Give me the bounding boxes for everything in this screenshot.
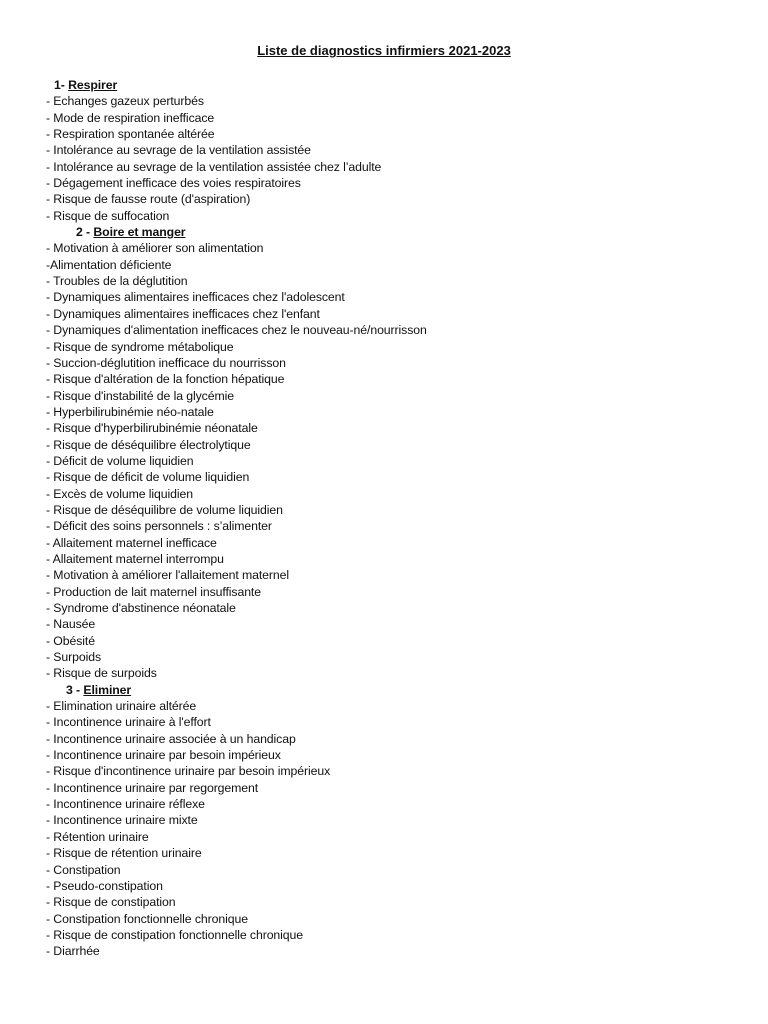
diagnosis-item: - Nausée <box>46 617 96 632</box>
diagnosis-item: - Pseudo-constipation <box>46 878 163 893</box>
diagnosis-item: - Troubles de la déglutition <box>46 274 188 289</box>
diagnosis-item: - Dégagement inefficace des voies respiratoires <box>46 176 301 191</box>
section-heading <box>46 224 746 240</box>
diagnosis-item: - Production de lait maternel insuffisante <box>46 584 261 599</box>
diagnosis-item: - Succion-déglutition inefficace du nourrisson <box>46 355 286 370</box>
diagnosis-item: - Déficit des soins personnels : s’alimenter <box>46 519 272 534</box>
diagnosis-item: - Echanges gazeux perturbés <box>46 94 204 109</box>
document-title: Liste de diagnostics infirmiers 2021-2023 <box>257 43 511 58</box>
diagnosis-item: - Risque de déséquilibre électrolytique <box>46 437 251 452</box>
diagnosis-item: - Risque de constipation <box>46 895 176 910</box>
diagnosis-item: - Risque d'hyperbilirubinémie néonatale <box>46 421 258 436</box>
diagnosis-item: - Risque d'altération de la fonction hépatique <box>46 372 285 387</box>
diagnosis-item: - Respiration spontanée altérée <box>46 127 215 142</box>
diagnosis-list <box>46 77 746 960</box>
diagnosis-item: - Incontinence urinaire par besoin impérieux <box>46 748 281 763</box>
diagnosis-item: - Allaitement maternel interrompu <box>46 551 224 566</box>
diagnosis-item: - Risque de rétention urinaire <box>46 846 202 861</box>
diagnosis-item: - Mode de respiration inefficace <box>46 110 215 125</box>
diagnosis-item: - Risque de surpoids <box>46 666 157 681</box>
diagnosis-item: - Risque de syndrome métabolique <box>46 339 234 354</box>
diagnosis-item: - Incontinence urinaire à l'effort <box>46 715 211 730</box>
diagnosis-item: - Incontinence urinaire réflexe <box>46 797 205 812</box>
diagnosis-item: - Syndrome d'abstinence néonatale <box>46 601 236 615</box>
diagnosis-item: - Risque d'incontinence urinaire par besoin impérieux <box>46 764 331 779</box>
diagnosis-item: - Dynamiques d'alimentation inefficaces chez le nouveau-né/nourrisson <box>46 323 427 338</box>
section-title: Eliminer <box>83 682 132 697</box>
diagnosis-item: - Risque d'instabilité de la glycémie <box>46 388 234 403</box>
section-number: 3 - <box>66 682 84 697</box>
diagnosis-item: - Hyperbilirubinémie néo-natale <box>46 404 214 419</box>
diagnosis-item: - Intolérance au sevrage de la ventilation assistée <box>46 143 311 158</box>
diagnosis-item: - Risque de déficit de volume liquidien <box>46 470 250 485</box>
diagnosis-item: - Allaitement maternel inefficace <box>46 535 217 550</box>
diagnosis-item: - Incontinence urinaire associée à un handicap <box>46 731 296 746</box>
diagnosis-item: - Constipation <box>46 862 121 877</box>
diagnosis-item: -Alimentation déficiente <box>46 257 172 272</box>
diagnosis-item: - Obésité <box>46 633 95 648</box>
section-number: 2 - <box>76 225 94 240</box>
diagnosis-item: - Risque de fausse route (d'aspiration) <box>46 192 251 207</box>
diagnosis-item: - Risque de suffocation <box>46 208 170 223</box>
diagnosis-item: - Elimination urinaire altérée <box>46 699 197 714</box>
section-title: Respirer <box>68 78 118 92</box>
diagnosis-item: - Incontinence urinaire par regorgement <box>46 780 259 795</box>
diagnosis-item: - Risque de constipation fonctionnelle chronique <box>46 927 304 942</box>
diagnosis-item: - Risque de déséquilibre de volume liquidien <box>46 502 283 517</box>
diagnosis-item: - Surpoids <box>46 650 102 665</box>
diagnosis-item: - Dynamiques alimentaires inefficaces chez l'enfant <box>46 306 320 321</box>
section-heading <box>46 682 746 698</box>
section-heading <box>46 77 746 93</box>
diagnosis-item: - Motivation à améliorer l'allaitement maternel <box>46 568 290 583</box>
diagnosis-item: - Diarrhée <box>46 944 100 959</box>
diagnosis-item: - Constipation fonctionnelle chronique <box>46 911 248 926</box>
diagnosis-item: - Intolérance au sevrage de la ventilation assistée chez l’adulte <box>46 159 382 174</box>
diagnosis-item: - Excès de volume liquidien <box>46 486 193 501</box>
section-number: 1- <box>54 78 69 92</box>
diagnosis-item: - Dynamiques alimentaires inefficaces chez l'adolescent <box>46 290 345 305</box>
diagnosis-item: - Motivation à améliorer son alimentation <box>46 241 264 256</box>
section-title: Boire et manger <box>93 225 186 240</box>
diagnosis-item: - Rétention urinaire <box>46 829 149 844</box>
diagnosis-item: - Déficit de volume liquidien <box>46 453 194 468</box>
diagnosis-item: - Incontinence urinaire mixte <box>46 813 198 828</box>
